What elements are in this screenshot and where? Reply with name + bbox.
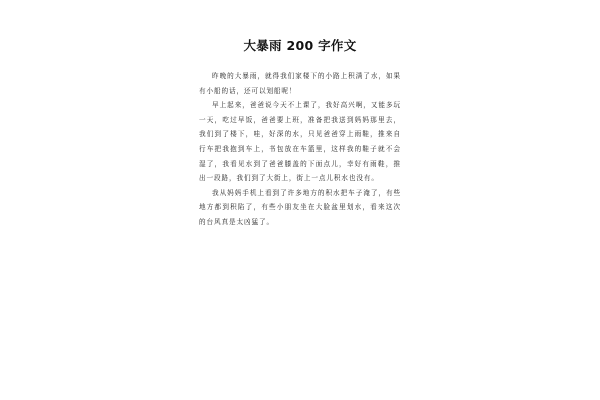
document-title: 大暴雨 200 字作文	[243, 38, 357, 53]
paragraph-1: 昨晚的大暴雨，就得我们家楼下的小路上积满了水，如果有小船的话，还可以划船呢！	[199, 72, 401, 95]
paragraph-3: 我从妈妈手机上看到了许多地方的积水把车子淹了，有些地方都到积陷了，有些小朋友坐在大脸盆里划水，看来这次的台风真是太凶猛了。	[199, 188, 401, 226]
paragraph-2: 早上起来，爸爸说今天不上课了，我好高兴啊，又能多玩一天，吃过早饭，爸爸要上班，准备把我送到妈妈那里去，我们到了楼下，哇，好深的水，只见爸爸穿上雨鞋，推来自行车把我抱到车上，书包放在车篮里，这样我的鞋子就不会湿了，我看见水到了爸爸膝盖的下面点儿，幸好有雨鞋，推出一段路，我们到了大街上，街上一点儿积水也没有。	[199, 101, 401, 183]
document-body	[199, 69, 401, 230]
